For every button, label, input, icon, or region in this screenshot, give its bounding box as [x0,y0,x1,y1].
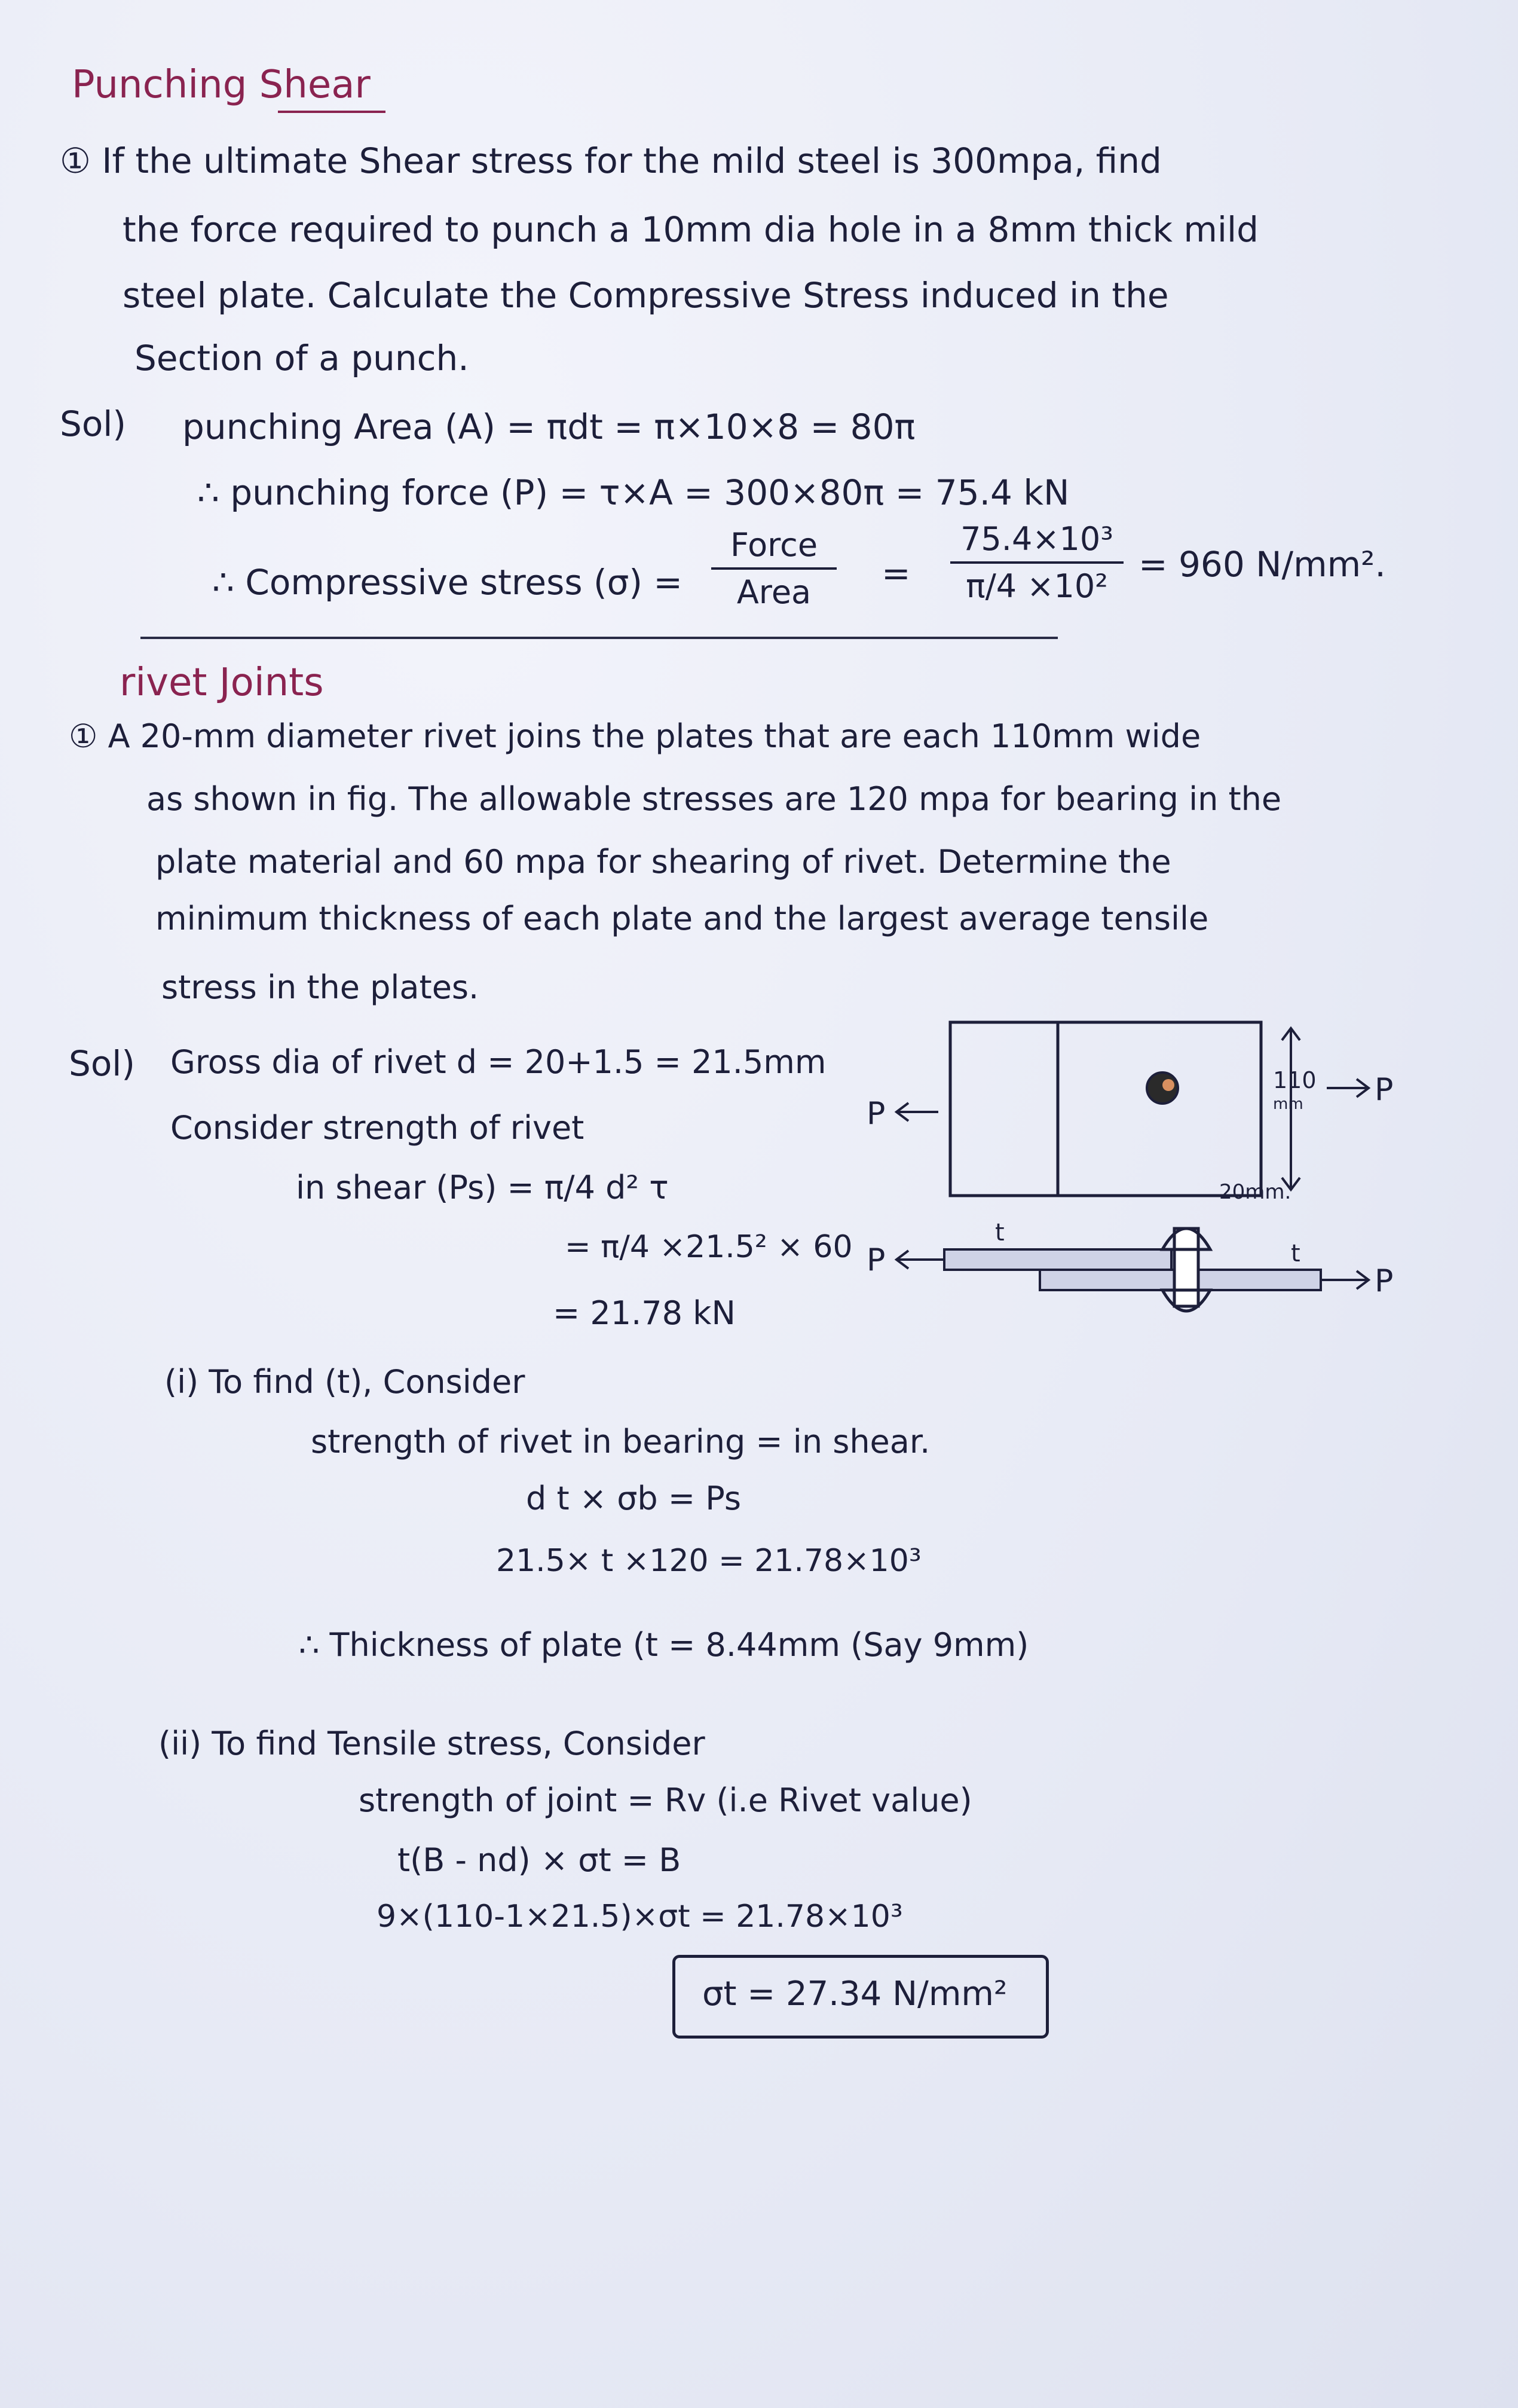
solution-line: ∴ Compressive stress (σ) = [212,562,683,603]
thickness-label: t [995,1219,1005,1246]
solution-label: Sol) [60,404,127,444]
force-label-right: P [1375,1263,1394,1299]
rivet-dia-label: 20mm. [1219,1180,1291,1204]
question-line: steel plate. Calculate the Compressive Stress induced in the [123,275,1169,316]
rivet-shank [1174,1229,1198,1306]
heading-underline [278,111,385,113]
width-label: 110 [1273,1067,1317,1093]
solution-line: = 21.78 kN [553,1294,736,1332]
force-label-left: P [867,1096,886,1132]
question-line: ① If the ultimate Shear stress for the mild steel is 300mpa, find [60,140,1162,181]
solution-line: 21.5× t ×120 = 21.78×10³ [496,1543,922,1579]
solution-line: in shear (Ps) = π/4 d² τ [296,1169,669,1206]
fraction [711,526,837,611]
solution-line: (i) To find (t), Consider [164,1363,525,1401]
final-answer: σt = 27.34 N/mm² [702,1975,1008,2013]
solution-line: t(B - nd) × σt = B [397,1841,681,1879]
rivet-joint-figure [861,1004,1482,1339]
solution-line: ∴ Thickness of plate (t = 8.44mm (Say 9mm) [299,1626,1029,1664]
solution-line: Consider strength of rivet [170,1109,584,1147]
solution-line: strength of rivet in bearing = in shear. [311,1423,931,1460]
fraction [950,520,1124,605]
solution-line: ∴ punching force (P) = τ×A = 300×80π = 75.4 kN [197,472,1070,513]
question-line: plate material and 60 mpa for shearing of rivet. Determine the [155,843,1171,881]
solution-line: strength of joint = Rv (i.e Rivet value) [359,1781,972,1819]
question-line: stress in the plates. [161,968,479,1006]
width-unit: mm [1273,1095,1303,1113]
solution-line: punching Area (A) = πdt = π×10×8 = 80π [182,407,916,447]
solution-line: (ii) To find Tensile stress, Consider [158,1725,705,1762]
question-line: as shown in fig. The allowable stresses are 120 mpa for bearing in the [146,780,1282,818]
question-line: the force required to punch a 10mm dia hole in a 8mm thick mild [123,209,1259,250]
plate-top [950,1022,1261,1196]
fraction-numerator: Force [730,526,818,564]
fraction-denominator: π/4 ×10² [966,567,1108,605]
punching-heading: Punching Shear [72,63,371,107]
question-line: Section of a punch. [134,338,469,378]
thickness-label: t [1291,1240,1300,1267]
force-label-right: P [1375,1072,1394,1108]
upper-plate-section [944,1249,1171,1270]
plate-bottom [1058,1022,1261,1196]
notebook-page: Punching Shear ① If the ultimate Shear stress for the mild steel is 300mpa, find the force required to punch a 10mm dia hole in a 8mm thick mild steel plate. Calculate the Compressive Stress induced in the Section of a punch. Sol) punching Area (A) = πdt = π×10×8 = 80π ∴ punching force (P) = τ×A = 300×80π = 75.4 kN ∴ Compressive stress (σ) = Force Area = 75.4×10³ π/4 ×10² = 960 N/mm². rivet Joints ① A 20-mm diameter rivet joins the plates that are each 110mm wide as shown in fig. The allowable stresses are 120 mpa for bearing in the plate material and 60 mpa for shearing of rivet. Determine the minimum thickness of each plate and the largest average tensile stress in the plates. Sol) Gross dia of rivet d = 20+1.5 = 21.5mm Consider strength of rivet in shear (Ps) = π/4 d² τ = π/4 ×21.5² × 60 = 21.78 kN (i) To find (t), Consider strength of rivet in bearing = in shear. d t × σb = Ps 21.5× t ×120 = 21.78×10³ ∴ Thickness of plate (t = 8.44mm (Say 9mm) (ii) To find Tensile stress, Consider strength of joint = Rv (i.e Rivet value) t(B - nd) × σt = B 9×(110-1×21.5)×σt = 21.78×10³ σt = 27.34 N/mm² P 110 mm P 20mm. P P t t [0,0,1518,2408]
section-divider [140,637,1058,639]
solution-result: = 960 N/mm². [1138,544,1386,585]
question-line: minimum thickness of each plate and the largest average tensile [155,900,1209,937]
question-line: ① A 20-mm diameter rivet joins the plates that are each 110mm wide [69,717,1201,755]
solution-line: Gross dia of rivet d = 20+1.5 = 21.5mm [170,1043,827,1081]
force-label-left: P [867,1242,886,1278]
solution-line: = π/4 ×21.5² × 60 [565,1229,853,1265]
fraction-numerator: 75.4×10³ [960,520,1113,558]
solution-line: d t × σb = Ps [526,1480,742,1517]
fraction-denominator: Area [736,573,812,611]
solution-label: Sol) [69,1043,136,1084]
solution-line: 9×(110-1×21.5)×σt = 21.78×10³ [377,1899,903,1935]
rivet-heading: rivet Joints [120,661,324,705]
